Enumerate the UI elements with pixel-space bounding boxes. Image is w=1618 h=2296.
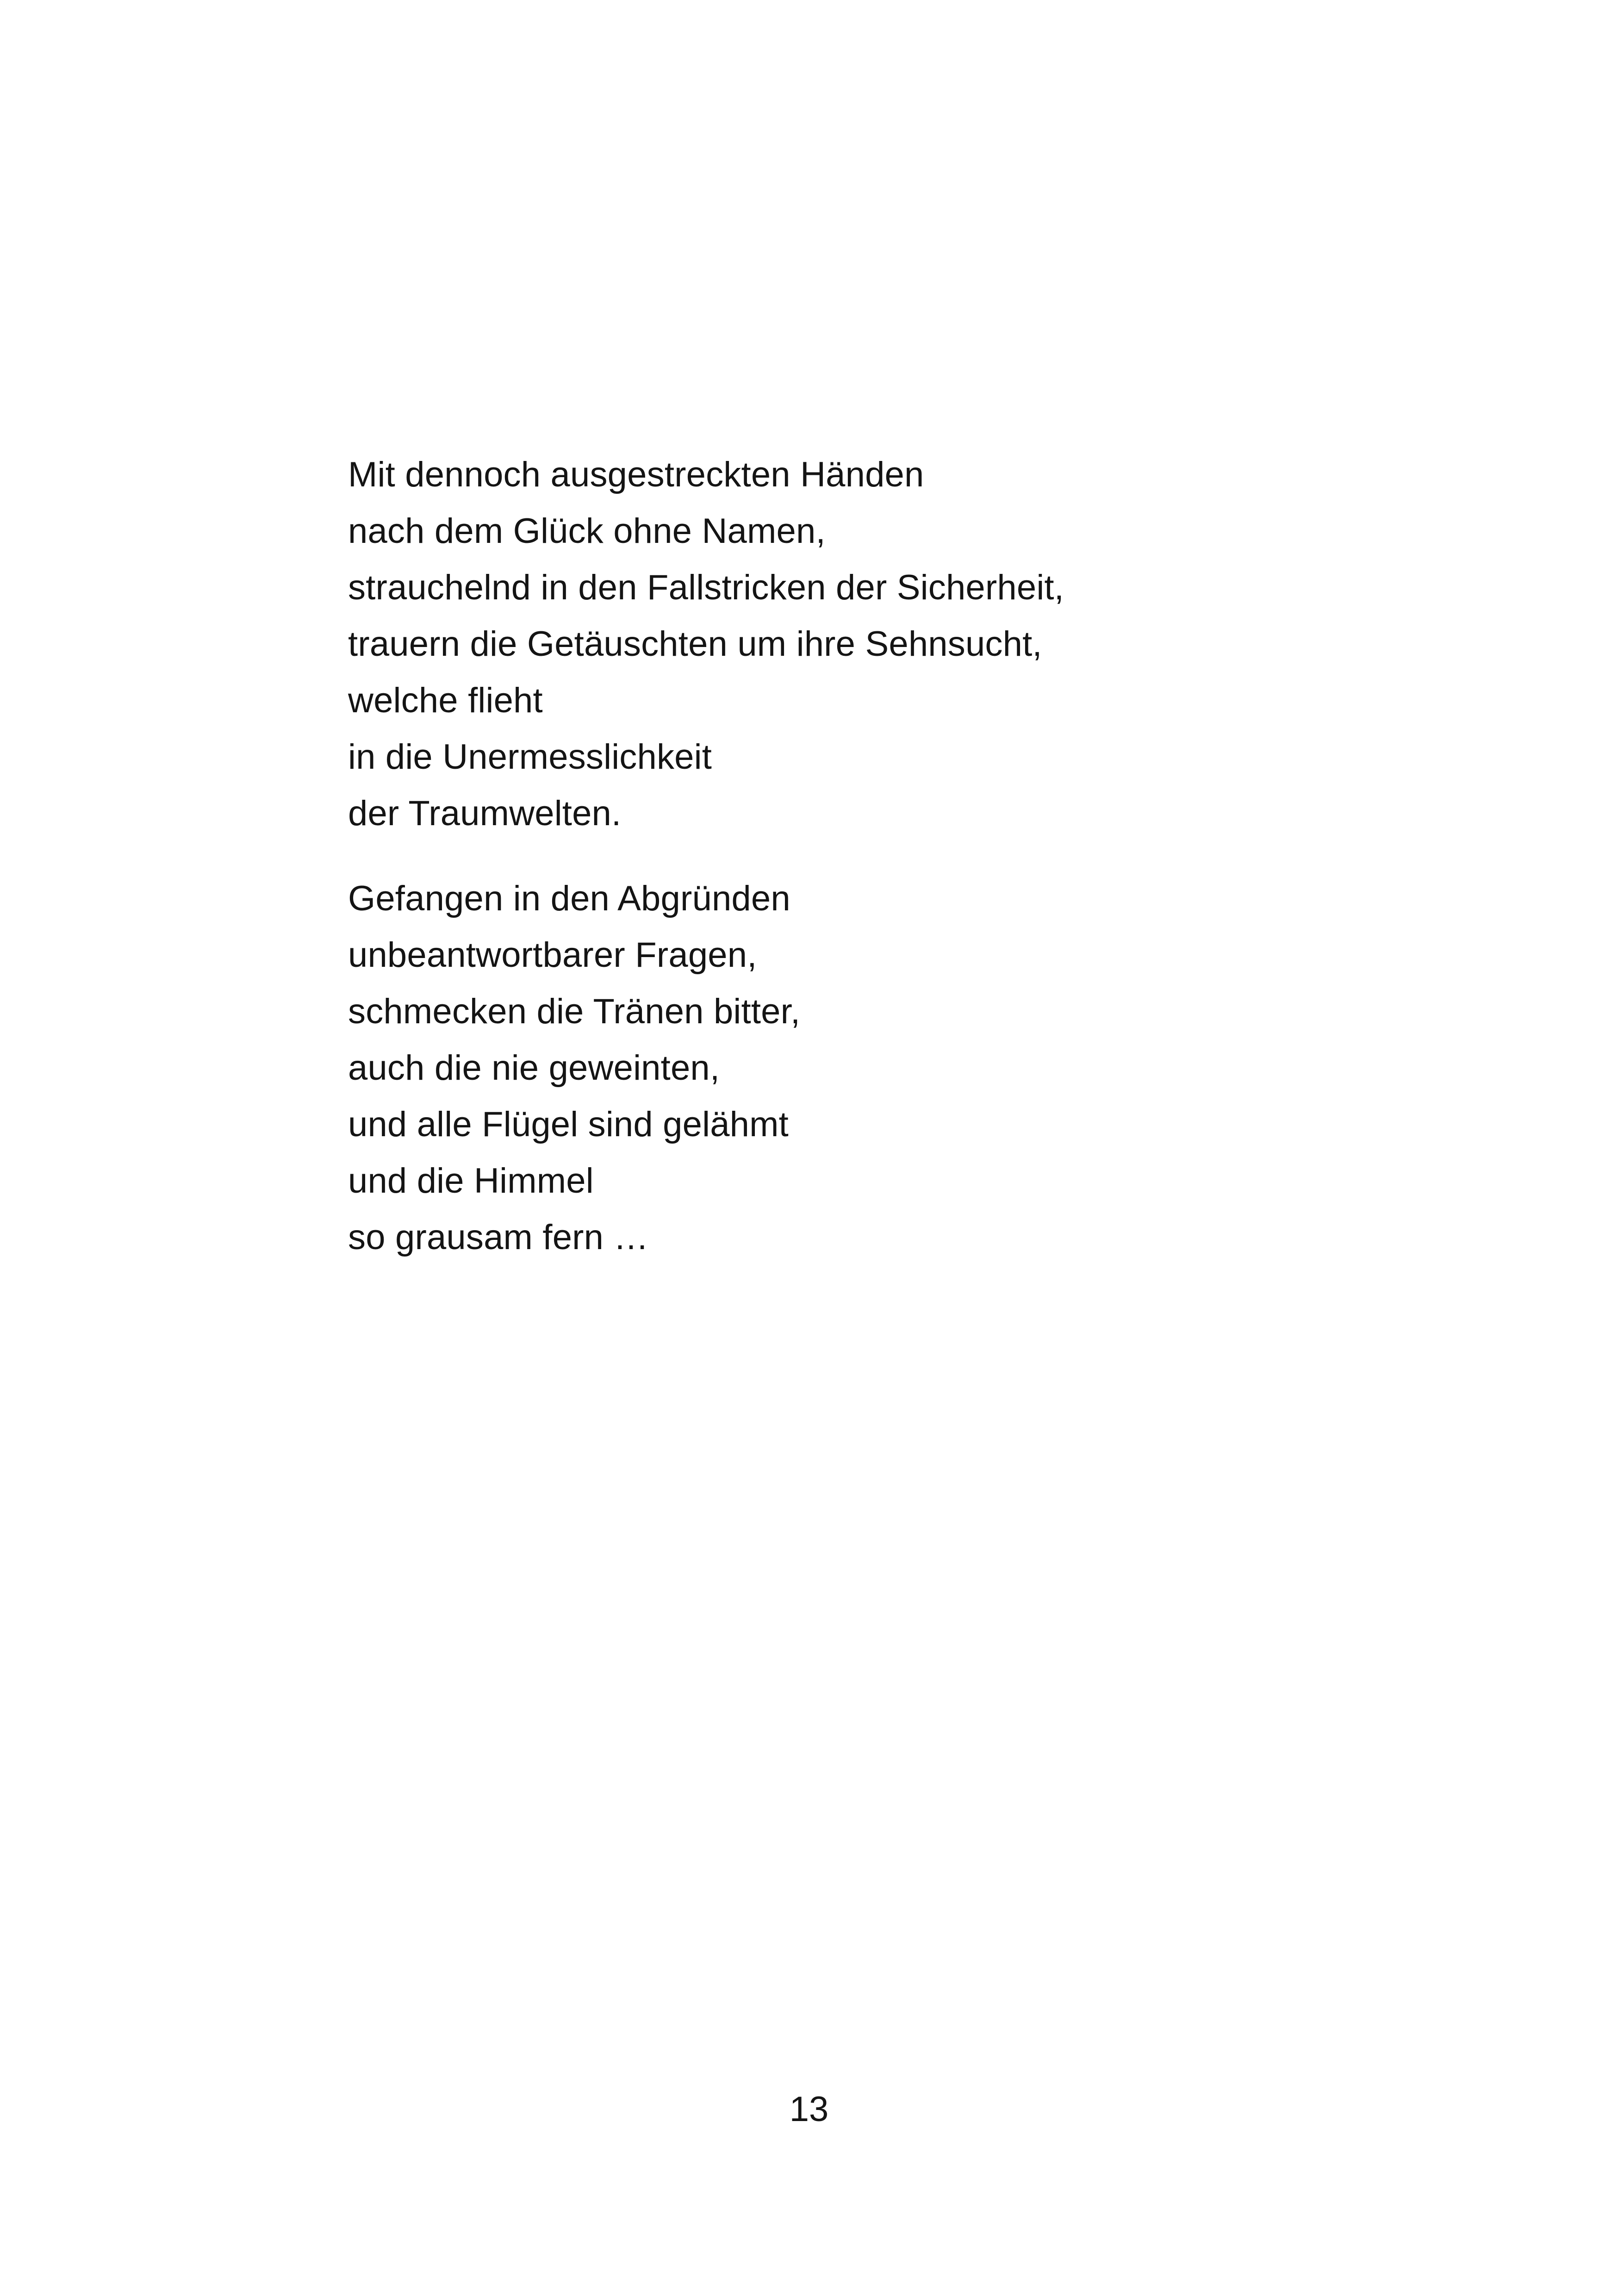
poem-line: nach dem Glück ohne Namen, (348, 511, 826, 551)
page-number: 13 (789, 2090, 829, 2129)
poem-line: so grausam fern … (348, 1218, 649, 1257)
poem-line: auch die nie geweinten, (348, 1048, 720, 1088)
poem-line: und alle Flügel sind gelähmt (348, 1105, 789, 1144)
poem (348, 447, 1459, 1266)
poem-line: trauern die Getäuschten um ihre Sehnsucht, (348, 624, 1042, 664)
stanza-2 (348, 871, 1459, 1266)
poem-line: in die Unermesslichkeit (348, 737, 712, 777)
poem-line: unbeantwortbarer Fragen, (348, 935, 757, 975)
poem-line: und die Himmel (348, 1161, 594, 1201)
poem-line: schmecken die Tränen bitter, (348, 992, 801, 1031)
stanza-1 (348, 447, 1459, 842)
poem-line: strauchelnd in den Fallstricken der Sicherheit, (348, 568, 1064, 607)
poem-line: Gefangen in den Abgründen (348, 879, 790, 918)
poem-line: Mit dennoch ausgestreckten Händen (348, 455, 924, 494)
poem-line: der Traumwelten. (348, 794, 622, 833)
poem-line: welche flieht (348, 681, 543, 720)
